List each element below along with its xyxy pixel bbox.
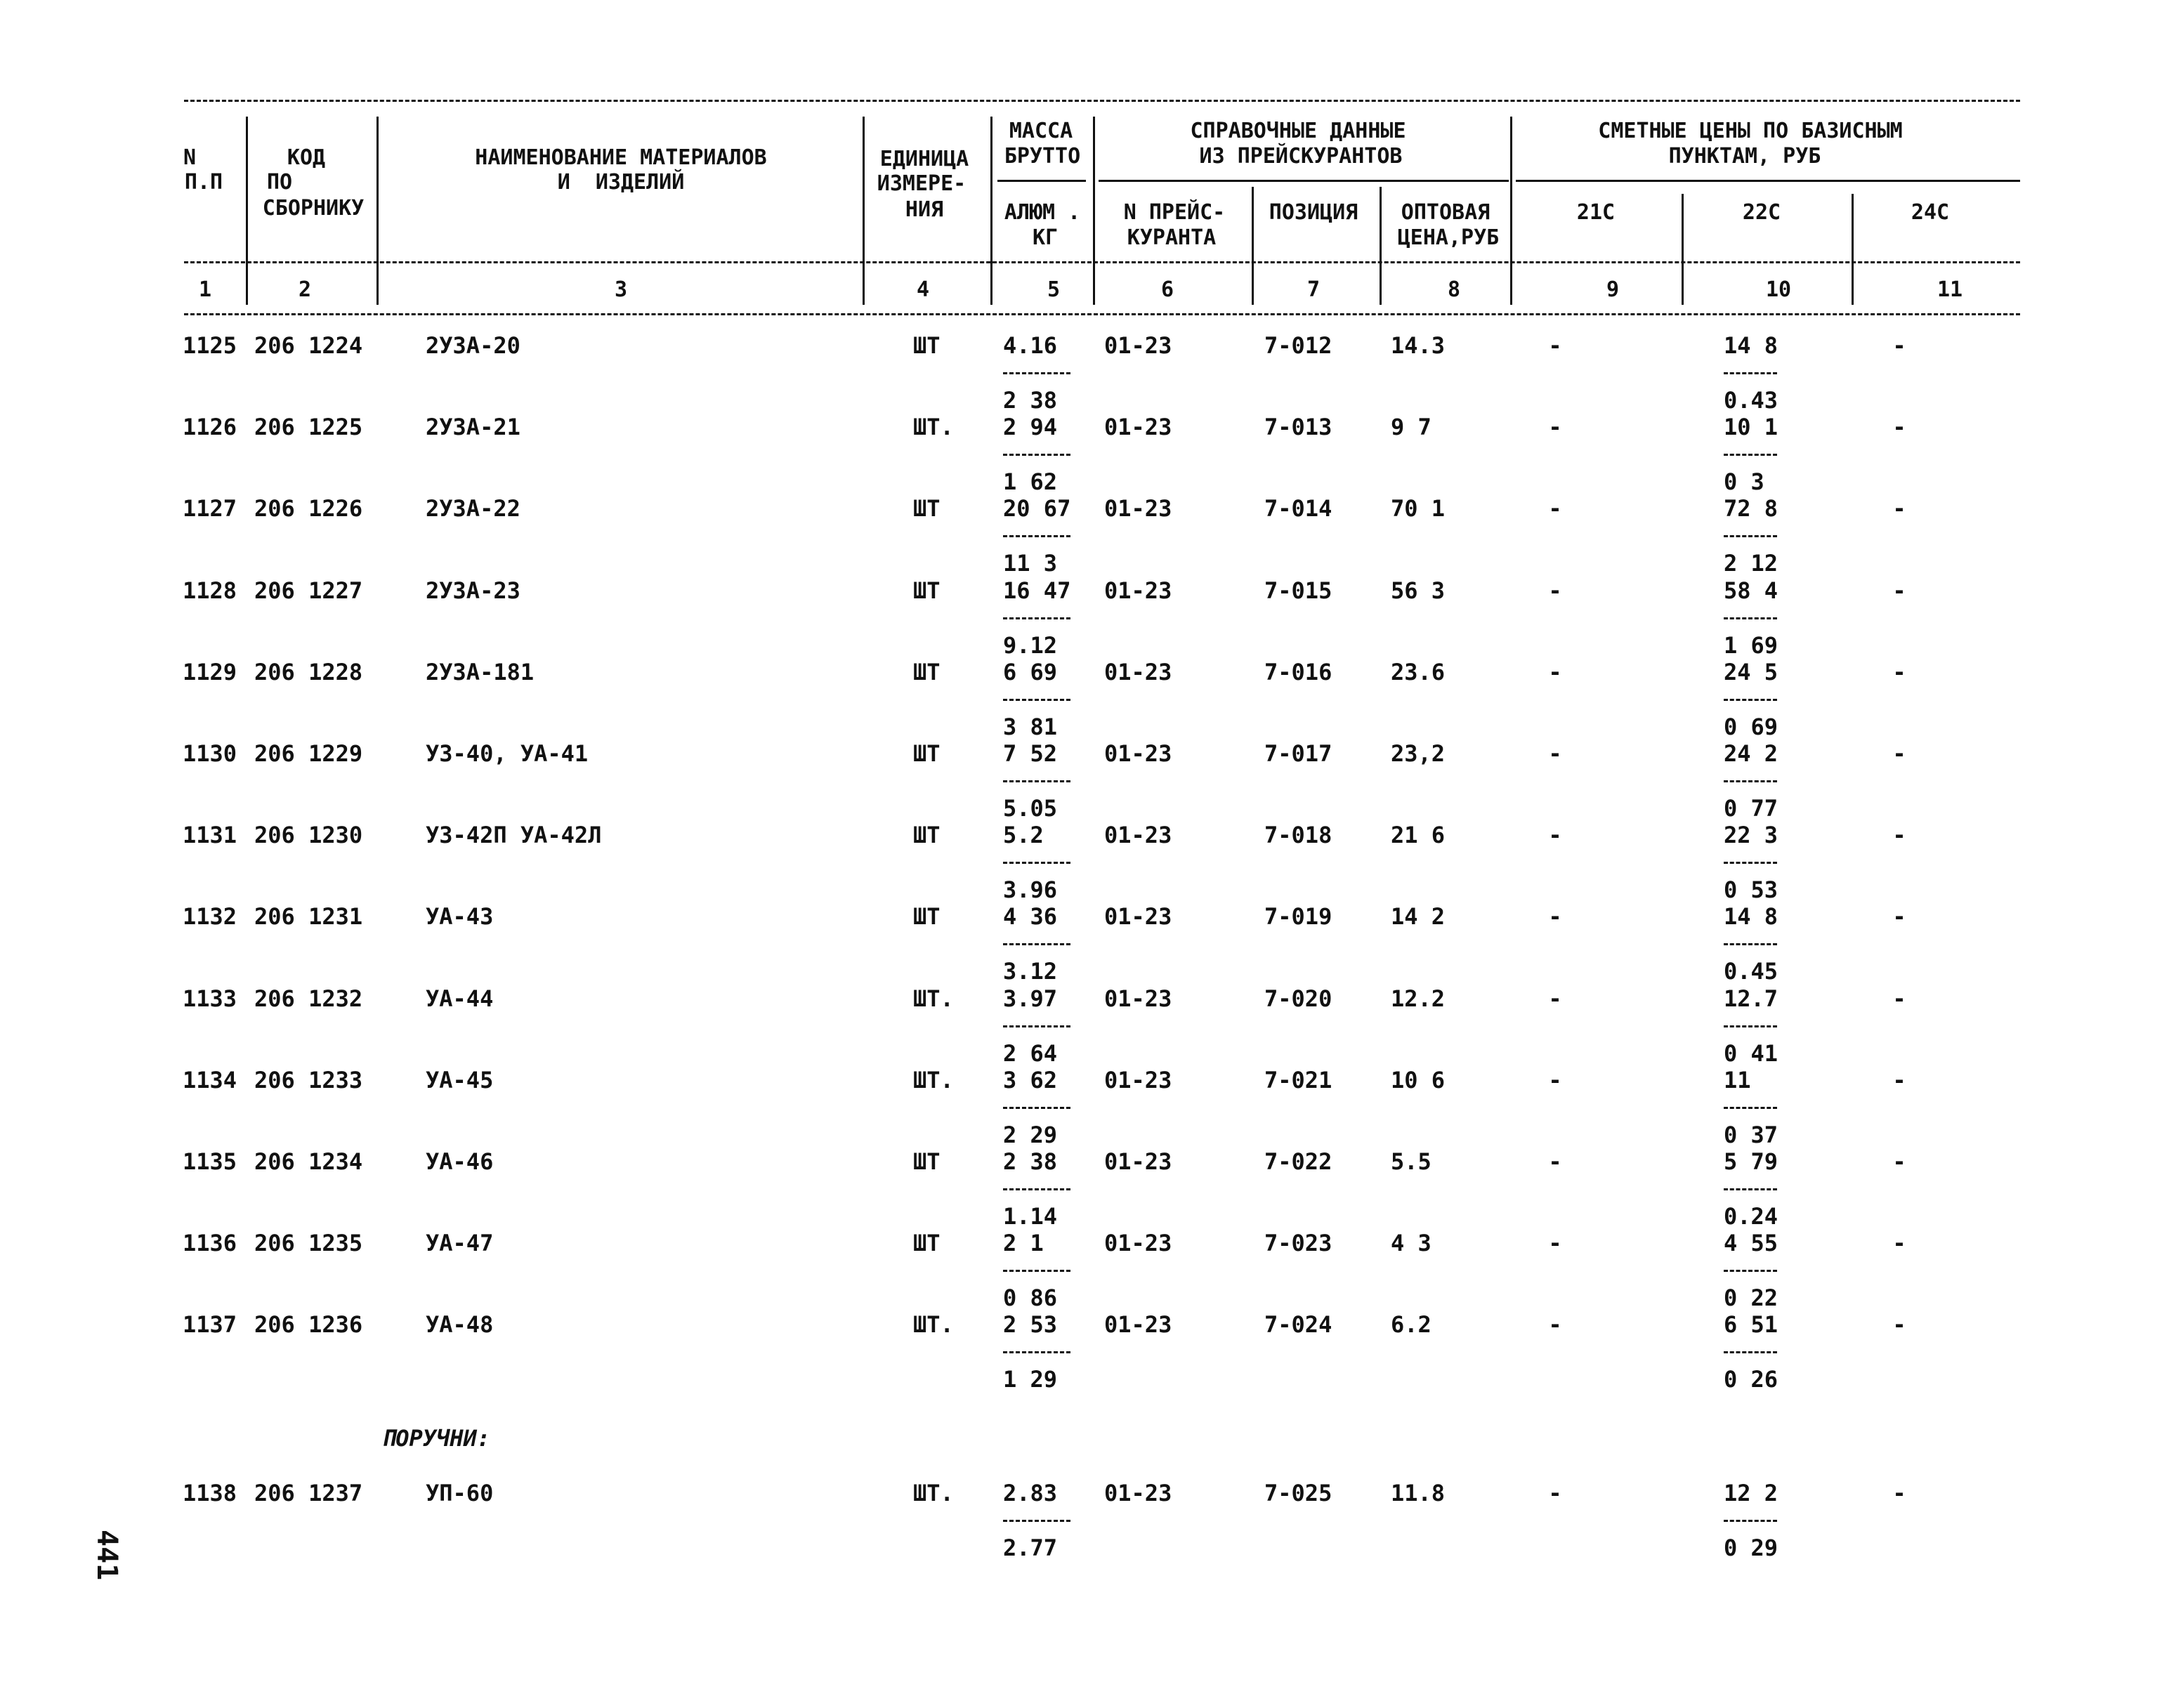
cell-p22-num: 24 5 xyxy=(1724,659,1778,685)
cell-wholesale: 14 2 xyxy=(1391,903,1446,930)
cell-code: 206 1237 xyxy=(254,1480,363,1506)
cell-p24: - xyxy=(1892,414,1906,440)
mass-split-rule xyxy=(997,180,1086,182)
cell-code: 206 1234 xyxy=(254,1148,363,1175)
cell-pricelist: 01-23 xyxy=(1104,822,1172,848)
mass-fraction-line xyxy=(1003,1520,1070,1522)
cell-mass-num: 6 69 xyxy=(1003,659,1058,685)
cell-p21: - xyxy=(1548,495,1562,522)
cell-code: 206 1233 xyxy=(254,1067,363,1093)
cell-p24: - xyxy=(1892,822,1906,848)
cell-p24: - xyxy=(1892,332,1906,359)
cell-mass-den: 2.77 xyxy=(1003,1535,1058,1561)
cell-p22-num: 12 2 xyxy=(1724,1480,1778,1506)
cell-mass-num: 2 38 xyxy=(1003,1148,1058,1175)
cell-pricelist: 01-23 xyxy=(1104,1148,1172,1175)
cell-name: 2УЗА-21 xyxy=(426,414,520,440)
cell-p22-den: 0 22 xyxy=(1724,1285,1778,1311)
cell-n: 1133 xyxy=(183,985,237,1012)
col-sep-3 xyxy=(863,117,865,305)
cell-p22-num: 22 3 xyxy=(1724,822,1778,848)
header-prices-group-line2: ПУНКТАМ, РУБ xyxy=(1668,144,1821,169)
cell-p21: - xyxy=(1548,985,1562,1012)
cell-mass-den: 3 81 xyxy=(1003,714,1058,740)
price-fraction-line xyxy=(1724,780,1777,782)
cell-mass-num: 2 94 xyxy=(1003,414,1058,440)
col-number-3: 3 xyxy=(614,277,628,302)
cell-mass-num: 7 52 xyxy=(1003,740,1058,767)
cell-position: 7-024 xyxy=(1264,1311,1332,1338)
header-col1-line1: N xyxy=(183,145,197,170)
price-fraction-line xyxy=(1724,699,1777,701)
cell-code: 206 1229 xyxy=(254,740,363,767)
cell-mass-num: 4 36 xyxy=(1003,903,1058,930)
cell-wholesale: 5.5 xyxy=(1391,1148,1431,1175)
cell-mass-num: 2.83 xyxy=(1003,1480,1058,1506)
header-col1-line2: П.П xyxy=(184,170,223,195)
mass-fraction-line xyxy=(1003,780,1070,782)
cell-pricelist: 01-23 xyxy=(1104,1067,1172,1093)
cell-mass-num: 3.97 xyxy=(1003,985,1058,1012)
cell-p21: - xyxy=(1548,740,1562,767)
col-number-10: 10 xyxy=(1765,277,1792,302)
cell-position: 7-020 xyxy=(1264,985,1332,1012)
header-col4-line1: ЕДИНИЦА xyxy=(879,147,969,171)
col-sep-1 xyxy=(246,117,248,305)
header-col11: 24С xyxy=(1911,200,1950,225)
cell-p21: - xyxy=(1548,903,1562,930)
header-col8-line2: ЦЕНА,РУБ xyxy=(1397,225,1500,250)
cell-mass-den: 2 64 xyxy=(1003,1040,1058,1067)
cell-p24: - xyxy=(1892,1148,1906,1175)
cell-p22-den: 1 69 xyxy=(1724,632,1778,659)
price-fraction-line xyxy=(1724,1270,1777,1272)
cell-pricelist: 01-23 xyxy=(1104,903,1172,930)
cell-name: УЗ-42П УА-42Л xyxy=(426,822,602,848)
mass-fraction-line xyxy=(1003,535,1070,537)
cell-p22-den: 0 26 xyxy=(1724,1366,1778,1393)
cell-mass-den: 9.12 xyxy=(1003,632,1058,659)
cell-p22-den: 2 12 xyxy=(1724,550,1778,577)
cell-n: 1131 xyxy=(183,822,237,848)
mass-fraction-line xyxy=(1003,943,1070,945)
header-mid-rule xyxy=(184,261,2020,263)
cell-p22-num: 5 79 xyxy=(1724,1148,1778,1175)
cell-code: 206 1232 xyxy=(254,985,363,1012)
header-col7: ПОЗИЦИЯ xyxy=(1269,200,1358,225)
price-fraction-line xyxy=(1724,862,1777,864)
cell-n: 1129 xyxy=(183,659,237,685)
price-fraction-line xyxy=(1724,1025,1777,1027)
header-bottom-rule xyxy=(184,313,2020,315)
header-col6-line2: КУРАНТА xyxy=(1127,225,1217,250)
col-sep-7 xyxy=(1380,187,1382,305)
mass-fraction-line xyxy=(1003,617,1070,619)
cell-mass-den: 2 29 xyxy=(1003,1122,1058,1148)
cell-p22-den: 0 29 xyxy=(1724,1535,1778,1561)
cell-p21: - xyxy=(1548,1067,1562,1093)
cell-n: 1135 xyxy=(183,1148,237,1175)
cell-name: 2УЗА-23 xyxy=(426,577,520,604)
cell-wholesale: 21 6 xyxy=(1391,822,1446,848)
cell-p21: - xyxy=(1548,414,1562,440)
header-prices-group-line1: СМЕТНЫЕ ЦЕНЫ ПО БАЗИСНЫМ xyxy=(1598,119,1903,143)
cell-wholesale: 9 7 xyxy=(1391,414,1431,440)
col-number-2: 2 xyxy=(298,277,312,302)
header-col2-line2: ПО xyxy=(266,170,293,195)
cell-pricelist: 01-23 xyxy=(1104,1311,1172,1338)
cell-mass-den: 5.05 xyxy=(1003,795,1058,822)
cell-position: 7-019 xyxy=(1264,903,1332,930)
cell-pricelist: 01-23 xyxy=(1104,1230,1172,1256)
cell-p24: - xyxy=(1892,495,1906,522)
header-col5-bottom-line2: КГ xyxy=(1032,225,1059,250)
cell-n: 1136 xyxy=(183,1230,237,1256)
cell-mass-den: 1.14 xyxy=(1003,1203,1058,1230)
cell-p21: - xyxy=(1548,1311,1562,1338)
header-col3-line2: И ИЗДЕЛИЙ xyxy=(557,170,685,195)
cell-position: 7-023 xyxy=(1264,1230,1332,1256)
cell-p21: - xyxy=(1548,1148,1562,1175)
header-col5-bottom-line1: АЛЮМ . xyxy=(1004,200,1081,225)
cell-mass-den: 1 29 xyxy=(1003,1366,1058,1393)
header-col4-line3: НИЯ xyxy=(905,197,944,222)
cell-pricelist: 01-23 xyxy=(1104,414,1172,440)
cell-wholesale: 14.3 xyxy=(1391,332,1446,359)
cell-name: УП-60 xyxy=(426,1480,494,1506)
cell-p22-num: 11 xyxy=(1724,1067,1751,1093)
mass-fraction-line xyxy=(1003,1351,1070,1353)
cell-p21: - xyxy=(1548,1230,1562,1256)
cell-position: 7-021 xyxy=(1264,1067,1332,1093)
col-number-1: 1 xyxy=(198,277,212,302)
cell-code: 206 1228 xyxy=(254,659,363,685)
cell-name: УА-46 xyxy=(426,1148,494,1175)
col-sep-8 xyxy=(1510,117,1512,305)
cell-mass-num: 20 67 xyxy=(1003,495,1071,522)
cell-p22-den: 0.45 xyxy=(1724,958,1778,985)
cell-p22-den: 0 53 xyxy=(1724,876,1778,903)
cell-mass-den: 1 62 xyxy=(1003,468,1058,495)
cell-n: 1128 xyxy=(183,577,237,604)
cell-n: 1125 xyxy=(183,332,237,359)
cell-name: 2УЗА-22 xyxy=(426,495,520,522)
cell-wholesale: 6.2 xyxy=(1391,1311,1431,1338)
price-fraction-line xyxy=(1724,454,1777,456)
cell-unit: ШТ. xyxy=(913,985,954,1012)
cell-n: 1130 xyxy=(183,740,237,767)
header-col8-line1: ОПТОВАЯ xyxy=(1401,200,1491,225)
cell-mass-num: 16 47 xyxy=(1003,577,1071,604)
cell-p22-num: 4 55 xyxy=(1724,1230,1778,1256)
cell-p22-num: 14 8 xyxy=(1724,332,1778,359)
cell-p24: - xyxy=(1892,1311,1906,1338)
cell-p22-den: 0 77 xyxy=(1724,795,1778,822)
price-fraction-line xyxy=(1724,372,1777,374)
mass-fraction-line xyxy=(1003,1025,1070,1027)
cell-name: УА-47 xyxy=(426,1230,494,1256)
cell-p22-den: 0 41 xyxy=(1724,1040,1778,1067)
cell-p22-den: 0.43 xyxy=(1724,387,1778,414)
cell-code: 206 1231 xyxy=(254,903,363,930)
cell-name: 2УЗА-20 xyxy=(426,332,520,359)
header-col10: 22С xyxy=(1742,200,1781,225)
cell-pricelist: 01-23 xyxy=(1104,740,1172,767)
col-number-8: 8 xyxy=(1447,277,1461,302)
col-sep-10 xyxy=(1852,194,1854,305)
cell-position: 7-015 xyxy=(1264,577,1332,604)
col-number-11: 11 xyxy=(1937,277,1963,302)
cell-name: УА-48 xyxy=(426,1311,494,1338)
cell-mass-num: 5.2 xyxy=(1003,822,1044,848)
col-number-6: 6 xyxy=(1160,277,1174,302)
cell-code: 206 1227 xyxy=(254,577,363,604)
price-fraction-line xyxy=(1724,943,1777,945)
price-fraction-line xyxy=(1724,1351,1777,1353)
cell-p21: - xyxy=(1548,1480,1562,1506)
mass-fraction-line xyxy=(1003,1270,1070,1272)
cell-pricelist: 01-23 xyxy=(1104,985,1172,1012)
cell-pricelist: 01-23 xyxy=(1104,1480,1172,1506)
cell-unit: ШТ. xyxy=(913,414,954,440)
cell-p24: - xyxy=(1892,577,1906,604)
cell-wholesale: 56 3 xyxy=(1391,577,1446,604)
col-sep-5 xyxy=(1093,117,1095,305)
cell-name: УА-43 xyxy=(426,903,494,930)
cell-p21: - xyxy=(1548,332,1562,359)
header-col2-line3: СБОРНИКУ xyxy=(262,196,365,221)
cell-mass-den: 3.96 xyxy=(1003,876,1058,903)
cell-position: 7-012 xyxy=(1264,332,1332,359)
cell-unit: ШТ. xyxy=(913,1480,954,1506)
cell-wholesale: 23.6 xyxy=(1391,659,1446,685)
cell-code: 206 1224 xyxy=(254,332,363,359)
cell-n: 1138 xyxy=(183,1480,237,1506)
group-prices-rule xyxy=(1516,180,2020,182)
cell-position: 7-017 xyxy=(1264,740,1332,767)
cell-mass-num: 3 62 xyxy=(1003,1067,1058,1093)
cell-p22-den: 0 37 xyxy=(1724,1122,1778,1148)
cell-p24: - xyxy=(1892,659,1906,685)
header-col5-top-line1: МАССА xyxy=(1009,119,1073,143)
header-col6-line1: N ПРЕЙС- xyxy=(1123,200,1226,225)
col-number-5: 5 xyxy=(1047,277,1061,302)
price-fraction-line xyxy=(1724,535,1777,537)
col-number-9: 9 xyxy=(1606,277,1620,302)
cell-name: УА-45 xyxy=(426,1067,494,1093)
mass-fraction-line xyxy=(1003,862,1070,864)
header-col3-line1: НАИМЕНОВАНИЕ МАТЕРИАЛОВ xyxy=(475,145,767,170)
cell-mass-den: 3.12 xyxy=(1003,958,1058,985)
cell-unit: ШТ xyxy=(913,659,941,685)
cell-code: 206 1226 xyxy=(254,495,363,522)
cell-n: 1132 xyxy=(183,903,237,930)
cell-mass-den: 11 3 xyxy=(1003,550,1058,577)
cell-code: 206 1230 xyxy=(254,822,363,848)
cell-p24: - xyxy=(1892,740,1906,767)
cell-pricelist: 01-23 xyxy=(1104,577,1172,604)
cell-p22-num: 6 51 xyxy=(1724,1311,1778,1338)
cell-unit: ШТ xyxy=(913,740,941,767)
header-col2-line1: КОД xyxy=(287,145,326,170)
header-ref-group-line1: СПРАВОЧНЫЕ ДАННЫЕ xyxy=(1190,119,1406,143)
header-col4-line2: ИЗМЕРЕ- xyxy=(877,171,967,196)
header-top-rule xyxy=(184,100,2020,102)
price-fraction-line xyxy=(1724,617,1777,619)
cell-unit: ШТ xyxy=(913,495,941,522)
cell-name: УА-44 xyxy=(426,985,494,1012)
cell-mass-num: 2 53 xyxy=(1003,1311,1058,1338)
col-number-4: 4 xyxy=(916,277,930,302)
cell-p22-num: 10 1 xyxy=(1724,414,1778,440)
cell-position: 7-018 xyxy=(1264,822,1332,848)
cell-name: 2УЗА-181 xyxy=(426,659,535,685)
col-sep-9 xyxy=(1682,194,1684,305)
cell-unit: ШТ. xyxy=(913,1311,954,1338)
cell-position: 7-016 xyxy=(1264,659,1332,685)
mass-fraction-line xyxy=(1003,454,1070,456)
col-number-7: 7 xyxy=(1306,277,1321,302)
mass-fraction-line xyxy=(1003,372,1070,374)
price-fraction-line xyxy=(1724,1520,1777,1522)
cell-p21: - xyxy=(1548,822,1562,848)
cell-unit: ШТ xyxy=(913,822,941,848)
cell-pricelist: 01-23 xyxy=(1104,659,1172,685)
col-sep-4 xyxy=(990,117,992,305)
header-ref-group-line2: ИЗ ПРЕЙСКУРАНТОВ xyxy=(1199,144,1403,169)
section-label-handrails: ПОРУЧНИ: xyxy=(382,1425,491,1452)
cell-wholesale: 10 6 xyxy=(1391,1067,1446,1093)
cell-n: 1126 xyxy=(183,414,237,440)
cell-unit: ШТ xyxy=(913,1148,941,1175)
cell-p22-den: 0 3 xyxy=(1724,468,1764,495)
cell-pricelist: 01-23 xyxy=(1104,495,1172,522)
cell-p22-num: 72 8 xyxy=(1724,495,1778,522)
cell-unit: ШТ xyxy=(913,332,941,359)
cell-p24: - xyxy=(1892,1067,1906,1093)
cell-n: 1127 xyxy=(183,495,237,522)
cell-p24: - xyxy=(1892,903,1906,930)
page-number: 441 xyxy=(91,1530,123,1581)
cell-code: 206 1235 xyxy=(254,1230,363,1256)
cell-unit: ШТ xyxy=(913,903,941,930)
cell-p24: - xyxy=(1892,985,1906,1012)
cell-p21: - xyxy=(1548,659,1562,685)
cell-n: 1134 xyxy=(183,1067,237,1093)
cell-position: 7-022 xyxy=(1264,1148,1332,1175)
cell-mass-den: 0 86 xyxy=(1003,1285,1058,1311)
cell-wholesale: 70 1 xyxy=(1391,495,1446,522)
cell-wholesale: 11.8 xyxy=(1391,1480,1446,1506)
header-col9: 21С xyxy=(1576,200,1616,225)
cell-unit: ШТ. xyxy=(913,1067,954,1093)
cell-unit: ШТ xyxy=(913,1230,941,1256)
cell-code: 206 1236 xyxy=(254,1311,363,1338)
cell-wholesale: 4 3 xyxy=(1391,1230,1431,1256)
cell-p22-num: 12.7 xyxy=(1724,985,1778,1012)
cell-position: 7-013 xyxy=(1264,414,1332,440)
price-fraction-line xyxy=(1724,1188,1777,1190)
cell-mass-num: 2 1 xyxy=(1003,1230,1044,1256)
cell-p24: - xyxy=(1892,1230,1906,1256)
cell-wholesale: 12.2 xyxy=(1391,985,1446,1012)
cell-p22-num: 58 4 xyxy=(1724,577,1778,604)
cell-wholesale: 23,2 xyxy=(1391,740,1446,767)
group-ref-rule xyxy=(1099,180,1509,182)
cell-position: 7-014 xyxy=(1264,495,1332,522)
cell-n: 1137 xyxy=(183,1311,237,1338)
col-sep-2 xyxy=(376,117,379,305)
cell-p22-den: 0.24 xyxy=(1724,1203,1778,1230)
cell-pricelist: 01-23 xyxy=(1104,332,1172,359)
header-col5-top-line2: БРУТТО xyxy=(1004,144,1081,169)
cell-code: 206 1225 xyxy=(254,414,363,440)
cell-mass-num: 4.16 xyxy=(1003,332,1058,359)
cell-p21: - xyxy=(1548,577,1562,604)
mass-fraction-line xyxy=(1003,1188,1070,1190)
cell-p22-den: 0 69 xyxy=(1724,714,1778,740)
cell-unit: ШТ xyxy=(913,577,941,604)
mass-fraction-line xyxy=(1003,1107,1070,1109)
cell-p22-num: 14 8 xyxy=(1724,903,1778,930)
col-sep-6 xyxy=(1252,187,1254,305)
cell-p22-num: 24 2 xyxy=(1724,740,1778,767)
cell-name: УЗ-40, УА-41 xyxy=(426,740,589,767)
cell-position: 7-025 xyxy=(1264,1480,1332,1506)
price-fraction-line xyxy=(1724,1107,1777,1109)
cell-p24: - xyxy=(1892,1480,1906,1506)
cell-mass-den: 2 38 xyxy=(1003,387,1058,414)
mass-fraction-line xyxy=(1003,699,1070,701)
